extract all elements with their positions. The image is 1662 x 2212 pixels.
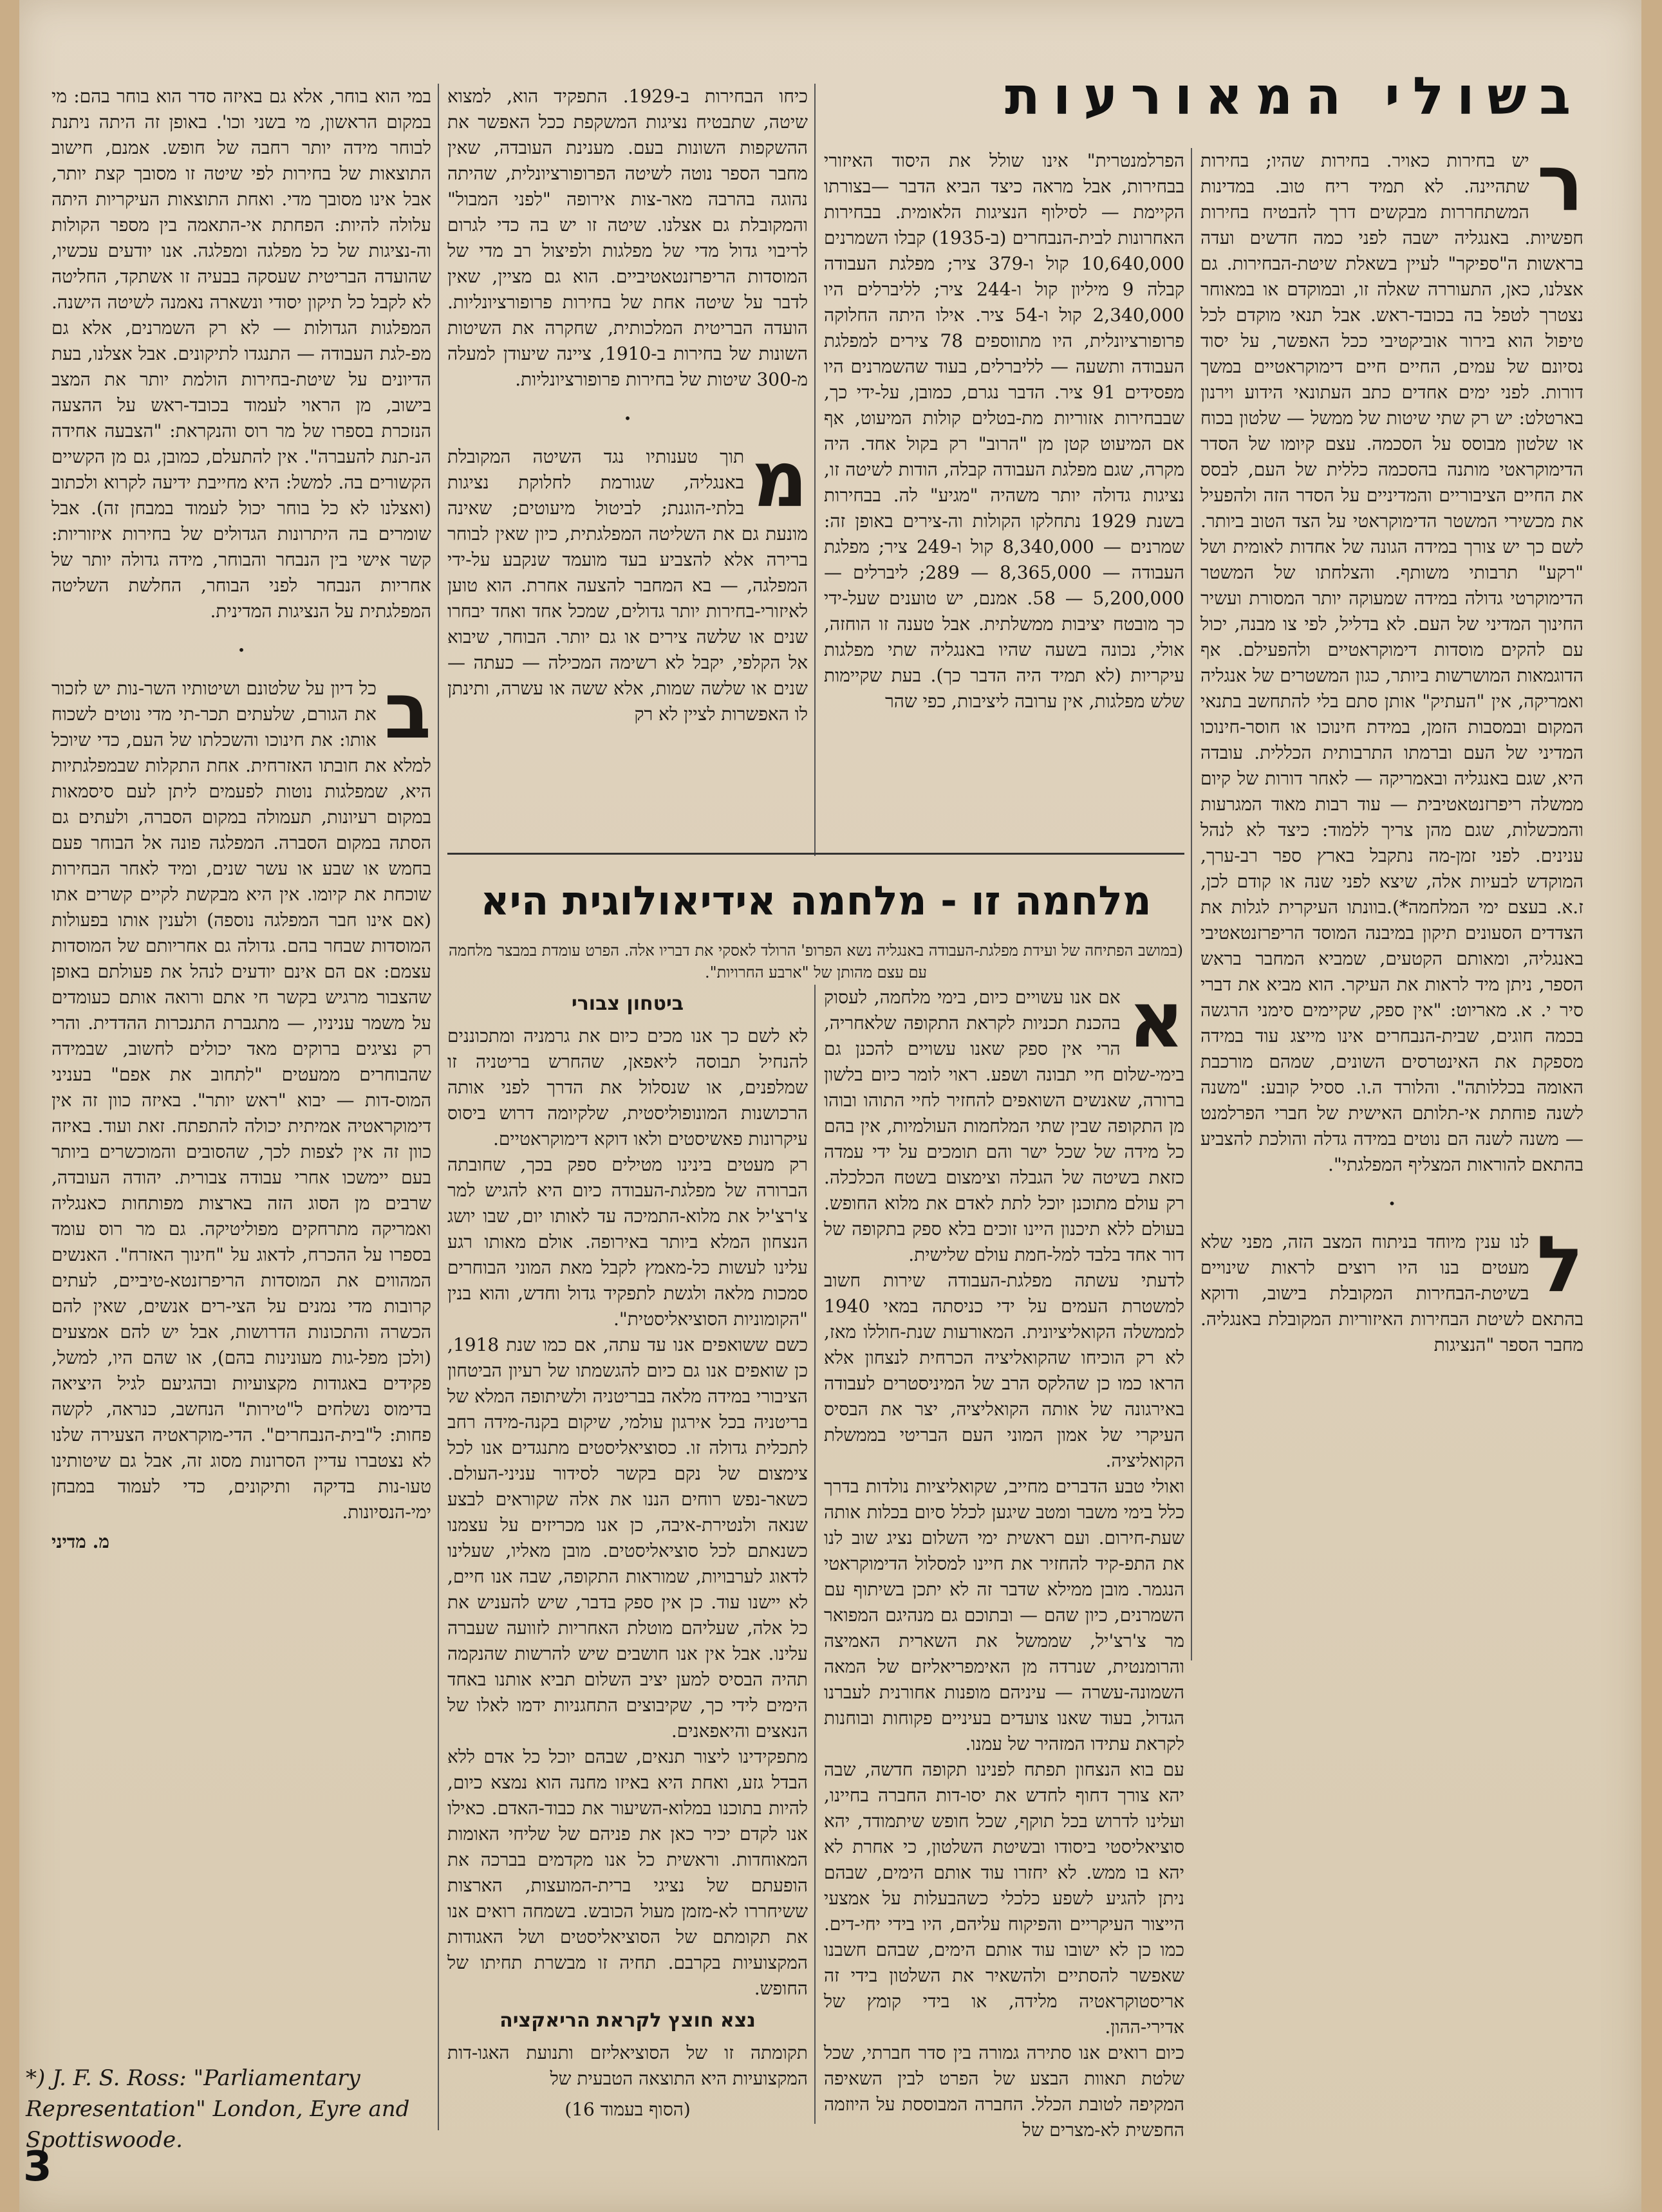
col4-paragraph-2: ב כל דיון על שלטונם ושיטותיו השר-נות יש לזכור את הגורם, שלעתים תכר-תי מדי נוטים לשכוח אותו: את חינוכו והשכלתו של העם, כדי שיוכל למלא את חובתו האזרחית. אחת התקלות שבמפלגתיות היא, שמפלגות נוטות לפעמים ליתן לעם סיסמאות במקום רעיונות, תעמולה במקום הסברה, ולעתים גם הסתה במקום הסברה. המפלגה פונה אל הבוחר פעם בחמש או שבע או עשר שנים, ומיד לאחר הבחירות שוכחת את קיומו. אין היא מבקשת לקיים קשרים אתו (אם אינו חבר המפלגה נוספה) ולענין אותו בפעולות המוסדות שבחר בהם. גדולה גם אחריותם של המוסדות עצמם: אם הם אינם יודעים לנהל את פעולתם באופן שהצבור מרגיש בקשר חי אתם ורואה אותם כעומדים על משמר עניניו, — מתגברת התנכרות ההדדית. והרי רק נציגים ברוקים מאד יכולים לחשוב, שבמידה שהבוחרים ממעטים "לתחוב את אפם" בעניני המוס-דות — יבוא "ראש יותר". באיזה כוון זה אין דימוקראטיה אמיתית יכולה להתפתח. זאת ועוד. באיזה כוון זה אין לצפות לכך, שהסובים והמוכשרים ביותר בעם יימשכו אחרי עבודה צבורית. יהודה העובדה, שרבים מן הסוג הזה בארצות מפותחות כאנגליה ואמריקה מתרחקים מפוליטיקה. גם מר רוס עומד בספרו על ההכרח, לדאוג על "חינוך האזרח". האנשים המהווים את המוסדות הריפרזנטא-טיביים, לעתים קרובות מדי נמנים על הצי-רים אנשים, שאין להם הכשרה והתכונות הדרושות, אבל יש להם אמצעים (ולכן מפל-גות מעונינות בהם), או שהם היו, למשל, פקידים באגודות מקצועיות ובהגיעם לגיל היציאה בדימוס נשלחים ל"טירות" הנחשב, כנראה, לקשה פחות: ל"בית-הנבחרים". הדי-מוקראטיה הצעירה שלנו לא נצטברו עדיין הסרונות מסוג זה, אבל גם שיטותינו טעו-נות בדיקה ותיקונים, כדי לעמוד במבחן ימי-הנסיונות. <box>51 667 431 1523</box>
col3-paragraph-1: כיחו הבחירות ב-1929. התפקיד הוא, למצוא שיטה, שתבטיח נציגות המשקפת ככל האפשר את ההשקפות השונות בעם. מענינת העובדה, שאין מחבר הספר נוטה לשיטה הפרופורציונלית, שהיתה נהוגה בהרבה מאר-צות אירופה "לפני המבול" והמקובלת גם אצלנו. שיטה זו יש בה כדי לגרום לריבוי גדול מדי של מפלגות ולפיצול רב מדי של המוסדות הריפרזנטאטיביים. הוא גם מציין, שאין לדבר על שיטה אחת של בחירות פרופורציונליות. הועדה הבריטית המלכותית, שחקרה את השיטות השונות של בחירות ב-1910, ציינה שיעודן למעלה מ-300 שיטות של בחירות פרופורציונליות. <box>447 86 808 390</box>
article-paragraph: כשם ששואפים אנו עד עתה, אם כמו שנת 1918, כן שואפים אנו גם כיום להגשמתו של רעיון הביטחון הציבורי במידה מלאה בבריטניה ולשיתופה המלא של בריטניה בכל אירגון עולמי, שיקום בקנה-מידה רחב לתכלית גדולה זו. כסוציאליסטים מתנגדים אנו לכל צימצום של נקם בקשר לסידור עניני-העולם. כשאר-נפש רוחים הננו את אלה שקוראים לבצע שנאה ולנטירת-איבה, כן אנו מכריזים על עצמנו כשנאתם לכל סוציאליסטים. מובן מאליו, שעלינו לדאוג לערבויות, שמוראות התקופה, שבה אנו חיים, לא יישנו עוד. כן אין ספק בדבר, שיש להעניש את כל אלה, שעליהם מוטלת האחריות לזוועה שעברה עלינו. אבל אין אנו חושבים שיש להרשות שהנקמה תהיה הבסיס למען יציב השלום תביא אותנו באחד הימים לידי כך, שקיבוצים התחגניות ידמו לאלו של הנאצים והיאפאנים. <box>447 1334 808 1742</box>
article-intro <box>447 940 1184 985</box>
article-paragraph: ואולי טבע הדברים מחייב, שקואליציות נולדות בדרך כלל בימי משבר ומטב שיגען לכלל סיום בכלות אותה שעת-חירום. ועם ראשית ימי השלום נציג שוב לנו את התפ-קיד להחזיר את חיינו למסלול הדימוקראטי הנגמר. מובן ממילא שדבר זה לא יתכן בשיתוף עם השמרנים, כיון שהם — ובתוכם גם מנהיגם המפואר מר צ'רצ'יל, שממשל את השארית האמיצה והרומנטית, שנרדה מן האימפריאליזם של המאה השמונה-עשרה — עיניהם מופנות אחורנית לעברנו הגדול, בעוד שאנו צועדים בעיניים פקוחות ובוחנות לקראת עתידו המזהיר של עמנו. <box>824 1476 1184 1754</box>
separator-star: • <box>1388 1196 1396 1211</box>
article-paragraph: מתפקידינו ליצור תנאים, שבהם יוכל כל אדם ללא הבדל גזע, ואחת היא באיזו מחנה הוא נמצא כיום, להיות בתוכנו במלוא-השיעור את כבוד-האדם. כאילו אנו לקדם יכיר כאן את פניהם של שליחי האומות המאוחדות. וראשית כל אנו מקדמים בברכה את הופעתם של נציגי ברית-המועצות, הארצות ששיחררו לא-מזמן מעול הכובש. בשמחה רואים אנו את תקומתם של הסוציאליסטים ושל האגודות המקצועיות בקרבם. תחיה זו מבשרת תחיתו של החופש. <box>447 1746 808 1999</box>
article-column-right <box>824 976 1184 2141</box>
article-paragraph: לדעתי עשתה מפלגת-העבודה שירות חשוב למשטרת העמים על ידי כניסתה במאי 1940 לממשלה הקואליציונית. המאורעות שנת-חוללו מאז, לא רק הוכיחו שהקואליציה הכרחית לנצחון אלא הראו כמו כן שהלקס הרב של המיניסטרים לעבודה באירגונה של אותה הקואליציה, יצר את הבסיס העיקרי של אמון המוני העם הבריטי בממשלת הקואליציה. <box>824 1270 1184 1471</box>
col1-paragraph-2: ל לנו ענין מיוחד בניתוח המצב הזה, מפני שלא מעטים בנו היו רוצים לראות שינויים בשיטת-הבחירות המקובלת בישוב, ודוקא בהתאם לשיטת הבחירות האיזוריות המקובלת באנגליה. מחבר הספר "הנציגות <box>1200 1220 1583 1355</box>
column-divider <box>814 985 816 2124</box>
col3-paragraph-2: מ תוך טענותיו נגד השיטה המקובלת באנגליה, שגורמת לחלוקת נציגות בלתי-הוגנת; לביטול מיעוטים; שאינה מונעת גם את השליטה המפלגתית, כיון שאין לבוחר ברירה אלא להצביע בעד מועמד שנקבע על-ידי המפלגה, — בא המחבר להצעה אחרת. הוא טוען לאיזורי-בחירות יותר גדולים, שמכל אחד ואחד יבחרו שנים או שלשה צירים או גם יותר. הבוחר, שיבוא אל הקלפי, יקבל לא רשימה המכילה — כעתה — שנים או שלשה שמות, אלא ששה או עשרה, ותינתן לו האפשרות לציין לא רק <box>447 435 808 725</box>
continued-note: (הסוף בעמוד 16) <box>565 2099 691 2120</box>
column-4 <box>51 84 431 2066</box>
article-paragraph: עם בוא הנצחון תפתח לפנינו תקופה חדשה, שבה יהא צורך דחוף לחדש את יסו-דות החברה בחיינו, ועלינו לדרוש בכל תוקף, שכל חופש שיתמודד, יהא סוציאליסטי ביסודו ובשיטת השלטון, כי אחרת לא יהא בו ממש. לא יחזרו עוד אותם הימים, שבהם ניתן להגיע לשפע כלכלי כשהבעלות על אמצעי הייצור העיקריים והפיקוח עליהם, היו בידי יחי-דים. כמו כן לא ישובו עוד אותם הימים, שבהם חשבנו שאפשר להסתיים ולהשאיר את השלטון בידי זה אריסטוקראטיה מלידה, או בידי קומץ של אדירי-ההון. <box>824 1759 1184 2038</box>
article-paragraph: כיום רואים אנו סתירה גמורה בין סדר חברתי, שכל שלטת תאוות הבצע של הפרט לבין השאיפה המקיפה לטובת הכלל. החברה המבוססת על היוזמה החפשית לא-מצרים של <box>824 2042 1184 2141</box>
subheading-public-security: ביטחון צבורי <box>571 992 684 1015</box>
separator-star: • <box>624 411 631 426</box>
article-title: מלחמה זו - מלחמה אידיאולוגית היא <box>480 877 1152 924</box>
author-signature: מ. מדיני <box>51 1531 109 1552</box>
dropcap-b: ב <box>384 667 431 756</box>
col4-paragraph-1: במי הוא בוחר, אלא גם באיזה סדר הוא בוחר בהם: מי במקום הראשון, מי בשני וכו'. באופן זה היתה ניתנת לבוחר מידה יותר רחבה של חופש. אמנם, חישוב התוצאות של בחירות לפי שיטה זו מסובך קצת יותר, אבל אינו מסובך מדי. ואחת התוצאות העיקריות היתה עלולה להיות: הפחתת אי-התאמה בין מספר הקולות וה-נציגות של כל מפלגה ומפלגה. אנו יודעים עכשיו, שהועדה הבריטית שעסקה בבעיה זו אשתקד, החליטה לא לקבל כל תיקון יסודי ונשארה נאמנה לשיטה הישנה. המפלגות הגדולות — לא רק השמרנים, אלא גם מפ-לגת העבודה — התנגדו לתיקונים. אבל אצלנו, בעת הדיונים על שיטת-בחירות הולמת יותר את המצב בישוב, מן הראוי לעמוד בכובד-ראש על ההצעה הנזכרת בספרו של מר רוס והנקראת: "הצבעה אחידה הנ-תנת להעברה". אין להתעלם, כמובן, גם מן הקשיים הקשורים בה. למשל: היא מחייבת ידיעה לקרוא ולכתוב (ואצלנו לא כל בוחר יכול לעמוד במבחן זה). אבל שומרים בה היתרונות הגדולים של בחירות איזוריות: קשר אישי בין הנבחר והבוחר, מידה גדולה יותר של אחריות הנבחר לפני הבוחר, החלשת השליטה המפלגתית על הנציגות המדינית. <box>51 86 431 622</box>
section-divider <box>447 853 1184 855</box>
separator-star: • <box>238 642 245 658</box>
dropcap-l: ל <box>1536 1220 1583 1310</box>
article-paragraph: רק מעטים בינינו מטילים ספק בכך, שחובתה הברורה של מפלגת-העבודה כיום היא להגיש למר צ'רצ'יל את מלוא-התמיכה עד לאותו יום, שבו יושג הנצחון המלא ביותר באירופה. אולם מאותו רגע עלינו לעשות כל-מאמץ לקבל מאת המוני הבוחרים סמכות מלאה ולגשת לתפקיד גדול וחדש, והוא בנין "הקומוניות הסוציאליסטית". <box>447 1154 808 1330</box>
article-column-left <box>447 985 808 2124</box>
column-2 <box>824 148 1184 843</box>
col1-paragraph-1: ר יש בחירות כאויר. בחירות שהיו; בחירות שתהיינה. לא תמיד ריח טוב. במדינות המשתחררות מבקשים דרך להבטיח בחירות חפשיות. באנגליה ישבה לפני כמה חדשים ועדה בראשות ה"ספיקר" לעיין בשאלת שיטת-הבחירות. גם אצלנו, כאן, התעוררה שאלה זו, ובמוקדם או במאוחר נצטרך לטפל בה בכובד-ראש. אבל תנאי מוקדם לכל טיפול הוא בירור אוביקטיבי ככל האפשר, על יסוד נסיונם של עמים, החיים חיים דימוקראטיים במשך דורות. לפני ימים אחדים כתב העתונאי הידוע וירנון בארטלט: יש רק שתי שיטות של ממשל — שלטון בכוח או שלטון מבוסס על הסכמה. עצם קיומו של הסדר הדימוקראטי מותנה בהסכמה כללית של העם, לבסס את החיים הציבוריים והמדיניים על הסדר הזה ולהפעיל את מכשירי המשטר הדימוקראטי על הצד הטוב ביותר. לשם כך יש צורך במידה הגונה של אחדות לאומית ושל "רקע" תרבותי משותף. והצלחתו של המשטר הדימוקרטי גדולה במידה שמעוקה יותר המסורת ועשיר החינוך המדיני של העם. לא בדליל, לפי צו מבנה, יכול עם להקים מוסדות דימוקראטיים ולהפעילם. אף הדוגמאות המושרשות ביותר, כגון המשטרים של אנגליה ואמריקה, אין "העתיק" אותן סתם בלי להתחשב בתנאי המקום ובמסבות הזמן, במידת חינוכו או חוסר-חינוכו המדיני של העם וברמתו התרבותית הכללית. עובדה היא, שגם באנגליה ובאמריקה — לאחר דורות של קיום ממשלה ריפרזנטאטיבית — עוד רבות מאוד המגרעות והמכשלות, שגם מהן צריך ללמוד: כיצד לא לנהל ענינים. לפני זמן-מה נתקבל בארץ ספר רב-ערך, המוקדש לבעיות אלה, שיצא לפני שנה או קודם לכן, ז.א. בעצם ימי המלחמה*).בוונתו העיקרית לגלות את הצדדים הסעונים תיקון במיבנה המוסד הריפרזנטאטיבי באנגליה, ומאותם הקטעים, שמביא המחבר בראש הספר, ניתן מיד לראות את העיקר. הוא מביא את דברי סיר י. א. מאריוט: "אין ספק, שקיימים סימני הרגשה בכמה חוגים, שבית-הנבחרים אינו מייצג עוד במידה מספקת את האינטרסים השונים, שמהם מורכבת האומה בכללותה". והלורד ה.ו. ססיל קובע: "משנה לשנה פוחתת אי-תלותם האישית של חברי הפרלמנט — משנה לשנה הם נוטים במידה גדלה והולכת להצביע בהתאם להוראות המצליף המפלגתי". <box>1200 139 1583 1175</box>
column-3 <box>447 84 808 843</box>
footnote: *) J. F. S. Ross: "Parliamentary Representation" London, Eyre and Spottiswoode. <box>26 2065 410 2153</box>
intro-text: (במושב הפתיחה של ועידת מפלגת-העבודה באנגליה נשא הפרופ' הרולד לאסקי את דבריו אלה. הפרט עומדת במבצר מלחמה עם עצם מהותן של "ארבע החרויות". <box>448 942 1184 981</box>
article-paragraph: לא לשם כך אנו מכים כיום את גרמניה ומתכוננים להנחיל תבוסה ליאפאן, שהחרש בריטניה זו שמלפנים, או שנסלול את הדרך לפני אותה הרכושנות המונופוליסטית, שלקיומה דרוש ביסוס עיקרונות פאשיסטים ולאו דוקא דימוקראטיים. <box>447 1025 808 1149</box>
article-paragraph: א אם אנו עשויים כיום, בימי מלחמה, לעסוק בהכנת תכניות לקראת התקופה שלאחריה, הרי אין ספק שאנו עשויים להכנן גם בימי-שלום חיי תבונה ושפע. ראוי לומר כיום בלשון ברורה, שאנשים השואפים להחזיר לחיי התוהו ובוהו מן התקופה שבין שתי המלחמות העולמיות, אין בהם כל מידה של שכל ישר והם תומכים על ידי עמדה כזאת בשיטה של הגבלה וצימצום בשטח הכלכלה. רק עולם מתוכנן יוכל לתת לאדם את מלוא החופש. בעולם ללא תיכנון היינו זוכים בלא ספק בתקופה של דור אחד בלבד למל-חמת עולם שלישית. <box>824 976 1184 1265</box>
dropcap-a: א <box>1128 976 1184 1065</box>
column-1 <box>1200 139 1583 1660</box>
dropcap-r: ר <box>1536 139 1583 228</box>
dropcap-m: מ <box>752 435 808 525</box>
column-divider <box>1191 148 1192 1660</box>
page-title: בשולי המאורעות <box>1005 66 1583 126</box>
column-divider <box>438 84 439 2130</box>
col2-paragraph: הפרלמנטרית" אינו שולל את היסוד האיזורי בבחירות, אבל מראה כיצד הביא הדבר —בצורתו הקיימת — לסילוף הנציגות הלאומית. בבחירות האחרונות לבית-הנבחרים (ב-1935) קבלו השמרנים 10,640,000 קול ו-379 ציר; מפלגת העבודה קבלה 9 מיליון קול ו-244 ציר; לליברלים היו 2,340,000 קול ו-54 ציר. אילו היתה החלוקה פרופורציונלית, היו מתווספים 78 צירים למפלגת העבודה ותשעה — לליברלים, בעוד שהשמרנים היו מפסידים 91 ציר. הדבר נגרם, כמובן, על-ידי כך, שבבחירות אזוריות מת-בטלים קולות המיעוט, אף אם המיעוט קטן מן "הרוב" רק בקול אחד. היה מקרה, שגם מפלגת העבודה קבלה, הודות לשיטה זו, נציגות גדולה יותר משהיה "מגיע" לה. בבחירות בשנת 1929 נתחלקו הקולות וה-צירים באופן זה: שמרנים — 8,340,000 קול ו-249 ציר; מפלגת העבודה — 8,365,000 — 289; ליברלים — 5,200,000 — 58. אמנם, יש טוענים שעל-ידי כך מובטח יציבות ממשלתית. אבל טענה זו הוחזה, אולי, נכונה בשעה שהיו באנגליה שתי מפלגות עיקריות (לא תמיד היה הדבר כך). בעת שקיימות שלש מפלגות, אין ערובה ליציבות, כפי שהר <box>824 150 1185 712</box>
article-paragraph: תקומתה זו של הסוציאליזם ותנועת האגו-דות המקצועיות היא התוצאה הטבעית של <box>447 2042 808 2089</box>
subheading-reaction: נצא חוצץ לקראת הריאקציה <box>500 2009 756 2032</box>
page-number: 3 <box>23 2143 52 2191</box>
column-divider <box>814 84 816 856</box>
